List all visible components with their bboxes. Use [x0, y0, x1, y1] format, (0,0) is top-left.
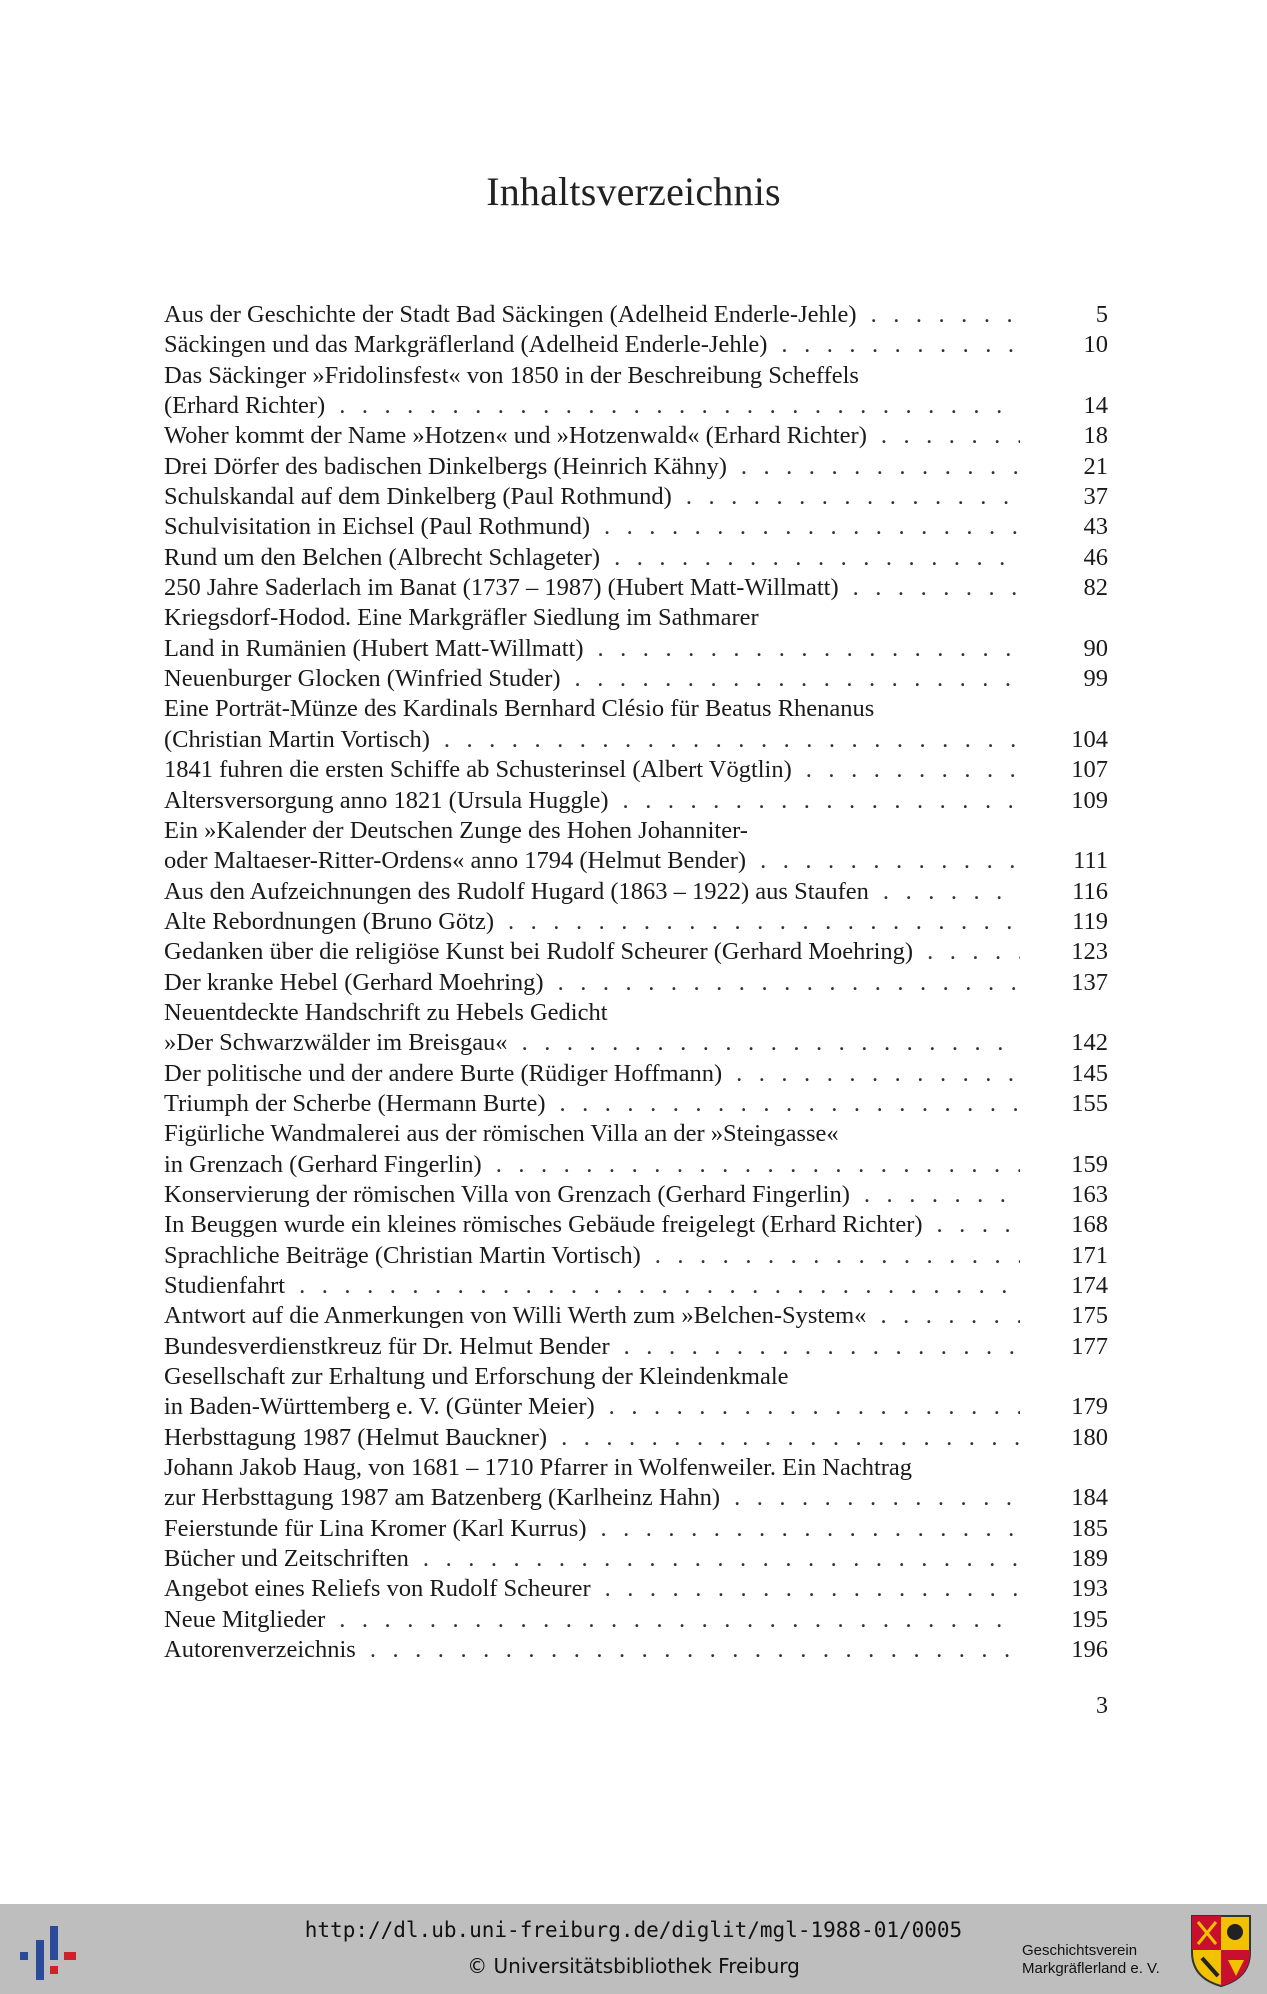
dot-leader [871, 300, 1020, 330]
toc-entry-title: Bücher und Zeitschriften [164, 1545, 409, 1573]
toc-entry-line [164, 330, 1108, 360]
toc-page-number: 174 [1071, 1272, 1108, 1299]
toc-entry[interactable] [164, 1423, 1108, 1453]
toc-entry-line [164, 1089, 1108, 1119]
toc-entry-title: Der politische und der andere Burte (Rüdiger Hoffmann) [164, 1059, 723, 1087]
toc-entry[interactable] [164, 1635, 1108, 1665]
toc-entry-title: oder Maltaeser-Ritter-Ordens« anno 1794 (Helmut Bender) [164, 847, 747, 875]
toc-page-number: 21 [1083, 452, 1108, 480]
dot-leader [600, 1514, 1020, 1544]
toc-page-number: 155 [1071, 1089, 1108, 1117]
dot-leader [614, 543, 1020, 573]
toc-entry-title: Sprachliche Beiträge (Christian Martin Vortisch) [164, 1241, 641, 1269]
toc-page-number: 175 [1071, 1302, 1108, 1330]
toc-entry[interactable] [164, 300, 1108, 330]
toc-entry-title: Bundesverdienstkreuz für Dr. Helmut Bender [164, 1332, 610, 1360]
dot-leader [339, 1605, 1020, 1635]
coat-of-arms-icon [1188, 1912, 1254, 1988]
toc-entry-title: Schulskandal auf dem Dinkelberg (Paul Rothmund) [164, 483, 672, 511]
toc-entry-title: Kriegsdorf-Hodod. Eine Markgräfler Siedlung im Sathmarer [164, 604, 759, 632]
toc-page-number: 168 [1071, 1211, 1108, 1239]
dot-leader [423, 1544, 1020, 1574]
dot-leader [883, 877, 1020, 907]
toc-page-number: 119 [1072, 907, 1108, 935]
toc-entry[interactable] [164, 512, 1108, 542]
toc-entry-line [164, 694, 1108, 724]
toc-page-number: 195 [1071, 1605, 1108, 1633]
toc-entry-title: Der kranke Hebel (Gerhard Moehring) [164, 968, 544, 996]
toc-page-number: 82 [1083, 574, 1108, 602]
toc-entry-title: In Beuggen wurde ein kleines römisches Gebäude freigelegt (Erhard Richter) [164, 1211, 923, 1239]
dot-leader [559, 1089, 1020, 1119]
toc-entry-line [164, 1392, 1108, 1422]
dot-leader [806, 755, 1020, 785]
toc-entry[interactable] [164, 330, 1108, 360]
toc-entry-title: Neue Mitglieder [164, 1605, 326, 1633]
toc-page-number: 193 [1071, 1575, 1108, 1603]
toc-page-number: 145 [1071, 1059, 1108, 1087]
toc-entry-line [164, 1544, 1108, 1574]
toc-page-number: 99 [1083, 665, 1108, 693]
society-name-line-1: Geschichtsverein [1022, 1942, 1138, 1959]
toc-entry-line [164, 452, 1108, 482]
toc-entry[interactable] [164, 452, 1108, 482]
toc-entry-line [164, 1150, 1108, 1180]
toc-page-number: 46 [1083, 543, 1108, 571]
toc-entry[interactable] [164, 907, 1108, 937]
toc-entry-title: Altersversorgung anno 1821 (Ursula Huggle) [164, 786, 609, 814]
toc-entry-title: (Christian Martin Vortisch) [164, 725, 430, 753]
society-name-line-2: Markgräflerland e. V. [1022, 1960, 1160, 1977]
toc-entry[interactable] [164, 998, 1108, 1059]
toc-entry-line [164, 1574, 1108, 1604]
dot-leader [734, 1483, 1020, 1513]
toc-entry[interactable] [164, 1332, 1108, 1362]
dot-leader [575, 664, 1020, 694]
toc-entry[interactable] [164, 694, 1108, 755]
toc-entry-title: Schulvisitation in Eichsel (Paul Rothmund) [164, 513, 590, 541]
toc-entry-line [164, 755, 1108, 785]
toc-entry-line [164, 1301, 1108, 1331]
toc-entry[interactable] [164, 543, 1108, 573]
dot-leader [605, 1574, 1020, 1604]
toc-entry[interactable] [164, 1059, 1108, 1089]
toc-entry-title: Aus der Geschichte der Stadt Bad Säckingen (Adelheid Enderle-Jehle) [164, 301, 857, 328]
toc-entry-line [164, 1423, 1108, 1453]
toc-entry[interactable] [164, 937, 1108, 967]
toc-entry[interactable] [164, 877, 1108, 907]
toc-entry-title: Säckingen und das Markgräflerland (Adelheid Enderle-Jehle) [164, 331, 768, 359]
toc-entry-line [164, 603, 1108, 633]
copyright-notice: © Universitätsbibliothek Freiburg [467, 1954, 800, 1978]
toc-page-number: 107 [1071, 756, 1108, 784]
toc-entry[interactable] [164, 968, 1108, 998]
toc-entry[interactable] [164, 1271, 1108, 1301]
toc-entry-title: (Erhard Richter) [164, 392, 326, 420]
dot-leader [609, 1392, 1020, 1422]
toc-entry-line [164, 998, 1108, 1028]
toc-page-number: 10 [1083, 331, 1108, 359]
dot-leader [760, 846, 1020, 876]
toc-entry[interactable] [164, 1605, 1108, 1635]
dot-leader [624, 1332, 1020, 1362]
toc-entry-line [164, 1332, 1108, 1362]
toc-entry-title: Das Säckinger »Fridolinsfest« von 1850 in der Beschreibung Scheffels [164, 361, 859, 389]
toc-entry-line [164, 1059, 1108, 1089]
dot-leader [853, 573, 1020, 603]
toc-entry-line [164, 1483, 1108, 1513]
toc-entry[interactable] [164, 361, 1108, 422]
page-number: 3 [1096, 1693, 1108, 1719]
toc-page-number: 180 [1071, 1423, 1108, 1451]
toc-page-number: 196 [1071, 1636, 1108, 1664]
toc-entry[interactable] [164, 421, 1108, 451]
dot-leader [864, 1180, 1020, 1210]
toc-entry-line [164, 1514, 1108, 1544]
toc-entry-title: zur Herbsttagung 1987 am Batzenberg (Karlheinz Hahn) [164, 1484, 721, 1512]
toc-entry[interactable] [164, 786, 1108, 816]
dot-leader [508, 907, 1020, 937]
toc-page-number: 111 [1073, 847, 1108, 875]
toc-page-number: 43 [1083, 513, 1108, 541]
toc-entry-title: Johann Jakob Haug, von 1681 – 1710 Pfarrer in Wolfenweiler. Ein Nachtrag [164, 1454, 913, 1482]
toc-entry[interactable] [164, 482, 1108, 512]
toc-entry-line [164, 421, 1108, 451]
toc-page-number: 109 [1071, 786, 1108, 814]
toc-page-number: 184 [1071, 1484, 1108, 1512]
toc-entry-title: Alte Rebordnungen (Bruno Götz) [164, 907, 494, 935]
dot-leader [686, 482, 1020, 512]
toc-entry-line [164, 634, 1108, 664]
toc-entry-title: Studienfahrt [164, 1272, 286, 1299]
toc-page-number: 179 [1071, 1393, 1108, 1421]
toc-entry[interactable] [164, 664, 1108, 694]
toc-entry[interactable] [164, 1180, 1108, 1210]
toc-entry[interactable] [164, 1119, 1108, 1180]
toc-page-number: 90 [1083, 634, 1108, 662]
toc-entry-title: Gedanken über die religiöse Kunst bei Rudolf Scheurer (Gerhard Moehring) [164, 938, 914, 966]
dot-leader [741, 452, 1020, 482]
toc-entry-line [164, 1210, 1108, 1240]
toc-page-number: 123 [1071, 938, 1108, 966]
footer-bar [0, 1904, 1267, 1994]
toc-entry-title: Feierstunde für Lina Kromer (Karl Kurrus) [164, 1514, 587, 1542]
toc-page-number: 18 [1083, 422, 1108, 450]
table-of-contents [164, 300, 1108, 1665]
toc-entry-title: Autorenverzeichnis [164, 1636, 356, 1664]
toc-entry-line [164, 1635, 1108, 1665]
toc-page-number: 189 [1071, 1545, 1108, 1573]
toc-entry-line [164, 786, 1108, 816]
toc-entry-line [164, 543, 1108, 573]
toc-entry[interactable] [164, 1574, 1108, 1604]
toc-entry-title: in Baden-Württemberg e. V. (Günter Meier) [164, 1393, 595, 1421]
toc-page-number: 37 [1083, 483, 1108, 511]
toc-entry-line [164, 512, 1108, 542]
dot-leader [370, 1635, 1020, 1665]
toc-entry-title: in Grenzach (Gerhard Fingerlin) [164, 1150, 482, 1178]
toc-entry[interactable] [164, 603, 1108, 664]
dot-leader [927, 937, 1020, 967]
dot-leader [299, 1271, 1020, 1301]
toc-entry-line [164, 361, 1108, 391]
dot-leader [598, 634, 1021, 664]
toc-entry-title: Gesellschaft zur Erhaltung und Erforschung der Kleindenkmale [164, 1363, 789, 1391]
toc-entry-title: Konservierung der römischen Villa von Grenzach (Gerhard Fingerlin) [164, 1180, 850, 1208]
dot-leader [880, 1301, 1020, 1331]
toc-entry-line [164, 1453, 1108, 1483]
dot-leader [522, 1028, 1020, 1058]
dot-leader [881, 421, 1020, 451]
toc-entry-line [164, 968, 1108, 998]
dot-leader [558, 968, 1020, 998]
toc-page-number: 142 [1071, 1029, 1108, 1057]
toc-entry-title: Herbsttagung 1987 (Helmut Bauckner) [164, 1423, 548, 1451]
toc-entry-title: Neuenburger Glocken (Winfried Studer) [164, 665, 561, 693]
toc-entry-title: Rund um den Belchen (Albrecht Schlageter) [164, 543, 601, 571]
toc-entry-title: Antwort auf die Anmerkungen von Willi Werth zum »Belchen-System« [164, 1302, 867, 1330]
toc-entry-title: Eine Porträt-Münze des Kardinals Bernhard Clésio für Beatus Rhenanus [164, 695, 875, 723]
dot-leader [655, 1241, 1020, 1271]
toc-entry[interactable] [164, 1089, 1108, 1119]
toc-page-number: 159 [1071, 1150, 1108, 1178]
toc-entry[interactable] [164, 1544, 1108, 1574]
toc-entry-line [164, 1028, 1108, 1058]
dot-leader [937, 1210, 1020, 1240]
toc-entry-line [164, 877, 1108, 907]
toc-page-number: 185 [1071, 1514, 1108, 1542]
toc-entry[interactable] [164, 1241, 1108, 1271]
toc-entry-line [164, 391, 1108, 421]
toc-entry-title: Woher kommt der Name »Hotzen« und »Hotzenwald« (Erhard Richter) [164, 422, 867, 450]
document-url[interactable]: http://dl.ub.uni-freiburg.de/diglit/mgl-1988-01/0005 [304, 1918, 963, 1942]
toc-entry-line [164, 725, 1108, 755]
toc-entry-title: »Der Schwarzwälder im Breisgau« [164, 1029, 508, 1057]
toc-entry[interactable] [164, 1362, 1108, 1423]
toc-entry[interactable] [164, 755, 1108, 785]
toc-entry-line [164, 937, 1108, 967]
society-name [1022, 1942, 1160, 1978]
toc-page-number: 163 [1071, 1180, 1108, 1208]
toc-page-number: 177 [1071, 1332, 1108, 1360]
toc-entry-line [164, 1180, 1108, 1210]
dot-leader [561, 1423, 1020, 1453]
toc-entry-title: Drei Dörfer des badischen Dinkelbergs (Heinrich Kähny) [164, 452, 727, 480]
toc-entry-title: Triumph der Scherbe (Hermann Burte) [164, 1089, 546, 1117]
dot-leader [736, 1059, 1020, 1089]
toc-entry-title: 1841 fuhren die ersten Schiffe ab Schusterinsel (Albert Vögtlin) [164, 756, 792, 784]
toc-entry-title: Aus den Aufzeichnungen des Rudolf Hugard (1863 – 1922) aus Staufen [164, 877, 869, 905]
dot-leader [444, 725, 1020, 755]
toc-entry[interactable] [164, 1453, 1108, 1514]
toc-entry-line [164, 1605, 1108, 1635]
toc-entry-title: Neuentdeckte Handschrift zu Hebels Gedicht [164, 998, 608, 1026]
toc-entry-line [164, 1119, 1108, 1149]
toc-entry-title: Land in Rumänien (Hubert Matt-Willmatt) [164, 634, 584, 662]
toc-entry-line [164, 846, 1108, 876]
toc-entry-line [164, 573, 1108, 603]
dot-leader [623, 786, 1020, 816]
dot-leader [339, 391, 1020, 421]
toc-entry-line [164, 664, 1108, 694]
page-title: Inhaltsverzeichnis [486, 169, 781, 214]
toc-entry[interactable] [164, 1301, 1108, 1331]
toc-page-number: 171 [1071, 1241, 1108, 1269]
toc-entry-line [164, 1362, 1108, 1392]
toc-entry-line [164, 300, 1108, 330]
toc-entry[interactable] [164, 1514, 1108, 1544]
toc-entry-title: Ein »Kalender der Deutschen Zunge des Hohen Johanniter- [164, 816, 748, 844]
toc-page-number: 116 [1072, 877, 1108, 905]
toc-entry-line [164, 482, 1108, 512]
toc-entry-title: 250 Jahre Saderlach im Banat (1737 – 1987) (Hubert Matt-Willmatt) [164, 574, 839, 602]
toc-page-number: 104 [1071, 725, 1108, 753]
toc-entry[interactable] [164, 816, 1108, 877]
dot-leader [496, 1150, 1020, 1180]
toc-page-number: 137 [1071, 968, 1108, 996]
dot-leader [604, 512, 1020, 542]
toc-page-number: 5 [1095, 301, 1108, 328]
toc-entry-line [164, 816, 1108, 846]
toc-entry-line [164, 1241, 1108, 1271]
dot-leader [781, 330, 1020, 360]
toc-page-number: 14 [1083, 392, 1108, 420]
toc-entry[interactable] [164, 573, 1108, 603]
toc-entry-line [164, 1271, 1108, 1301]
toc-entry-title: Angebot eines Reliefs von Rudolf Scheurer [164, 1575, 591, 1603]
toc-entry[interactable] [164, 1210, 1108, 1240]
toc-entry-line [164, 907, 1108, 937]
toc-entry-title: Figürliche Wandmalerei aus der römischen Villa an der »Steingasse« [164, 1120, 839, 1148]
